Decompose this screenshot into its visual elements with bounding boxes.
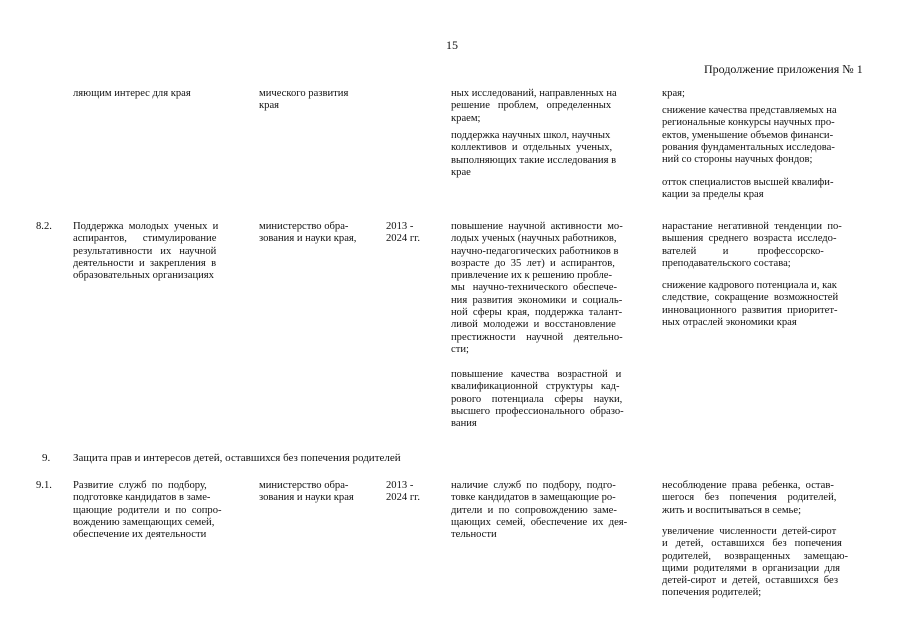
section-9-title: Защита прав и интересов детей, оставшихся без попечения родителей xyxy=(73,452,401,464)
row-8-2-number: 8.2. xyxy=(36,221,52,232)
continued-row-consequence-1: снижение качества представляемых на региональные конкурсы научных про- ектов, уменьшение объемов финанси- рования фундаментальных исследова- ний со стороны научных фондов; xyxy=(662,105,837,166)
continued-row-executor: мического развития края xyxy=(259,88,349,112)
row-8-2-result-1: повышение научной активности мо- лодых ученых (научных работников, научно-педагогических работников в возрасте до 35 лет) и аспирантов, привлечение их к решению пробле- мы научно-технического обеспече- ния развития экономики и социаль- ной сферы края, поддержка талант- ливой молодежи и восстановление престижности научной деятельно- сти; xyxy=(451,221,623,355)
continued-row-result-2: поддержка научных школ, научных коллективов и отдельных ученых, выполняющих такие исследования в крае xyxy=(451,130,617,178)
continued-row-result-1: ных исследований, направленных на решение проблем, определенных краем; xyxy=(451,88,617,124)
continuation-note: Продолжение приложения № 1 xyxy=(704,62,863,76)
row-8-2-name: Поддержка молодых ученых и аспирантов, стимулирование результативности их научной деятельности и закрепления в образовательных организациях xyxy=(73,221,219,282)
row-9-1-period: 2013 - 2024 гг. xyxy=(386,480,420,504)
row-8-2-consequence-2: снижение кадрового потенциала и, как следствие, сокращение возможностей инновационного развития приоритет- ных отраслей экономики края xyxy=(662,280,839,328)
continued-row-consequence-0: края; xyxy=(662,88,685,99)
row-9-1-name: Развитие служб по подбору, подготовке кандидатов в заме- щающие родители и по сопро- вождению замещающих семей, обеспечение их деятельности xyxy=(73,480,222,541)
section-9-number: 9. xyxy=(42,452,51,464)
row-9-1-executor: министерство обра- зования и науки края xyxy=(259,480,354,504)
row-9-1-consequence-1: несоблюдение права ребенка, остав- шегося без попечения родителей, жить и воспитываться в семье; xyxy=(662,480,837,516)
row-8-2-period: 2013 - 2024 гг. xyxy=(386,221,420,245)
row-8-2-executor: министерство обра- зования и науки края, xyxy=(259,221,357,245)
row-9-1-number: 9.1. xyxy=(36,480,52,491)
continued-row-name: ляющим интерес для края xyxy=(73,88,191,99)
page-number: 15 xyxy=(446,38,458,52)
row-8-2-result-2: повышение качества возрастной и квалификационной структуры кад- рового потенциала сферы науки, высшего профессионального образо- вания xyxy=(451,369,624,430)
continued-row-consequence-2: отток специалистов высшей квалифи- кации за пределы края xyxy=(662,177,834,201)
row-9-1-consequence-2: увеличение численности детей-сирот и детей, оставшихся без попечения родителей, возвращенных замещаю- щими родителями в организации для детей-сирот и детей, оставшихся без попечения родителей; xyxy=(662,526,849,599)
row-8-2-consequence-1: нарастание негативной тенденции по- вышения среднего возраста исследо- вателей и профессорско- преподавательского состава; xyxy=(662,221,842,269)
row-9-1-result-1: наличие служб по подбору, подго- товке кандидатов в замещающие ро- дители и по сопровождению заме- щающих семей, обеспечение их дея- тельности xyxy=(451,480,628,541)
